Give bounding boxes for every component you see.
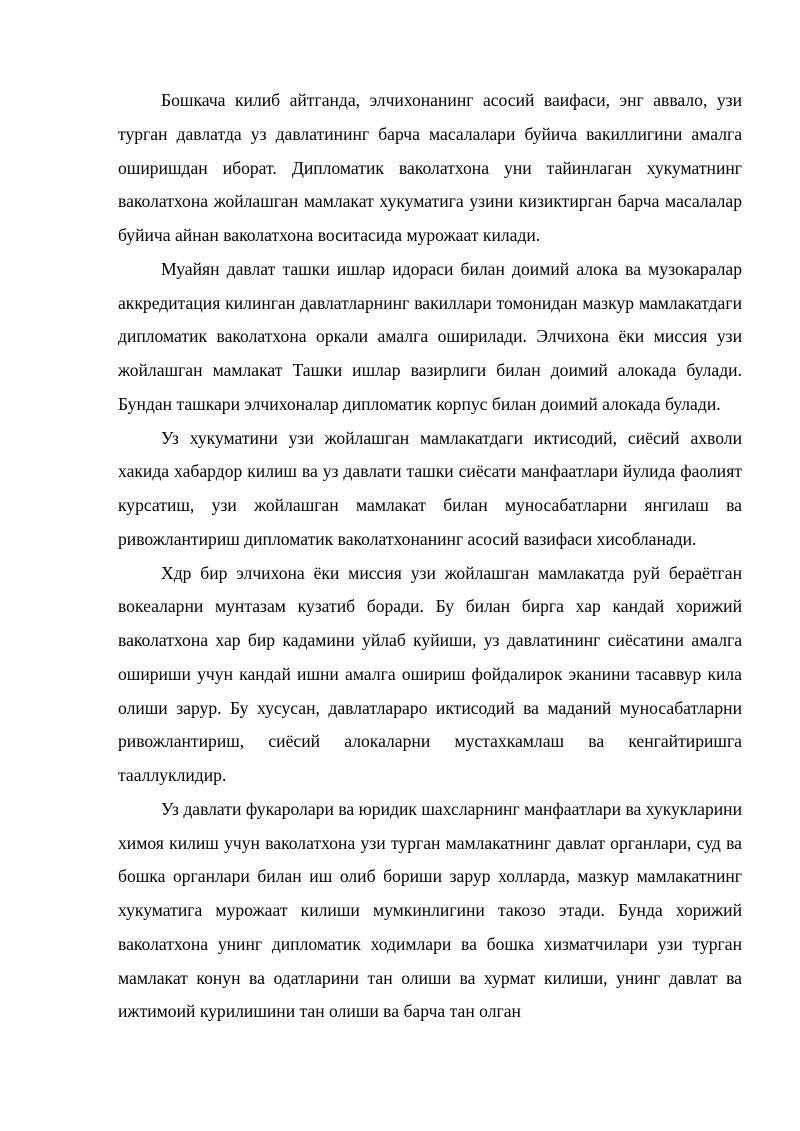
paragraph-3: Уз хукуматини узи жойлашган мамлакатдаги иктисодий, сиёсий ахволи хакида хабардор килиш ва уз давлати ташки сиёсати манфаатлари йулида фаолият курсатиш, узи жойлашган мамлакат билан муносабатларни янгилаш ва ривожлантириш дипломатик ваколатхонанинг асосий вазифаси хисобланади.: [118, 427, 742, 549]
paragraph-5: Уз давлати фукаролари ва юридик шахсларнинг манфаатлари ва хукукларини химоя килиш учун ваколатхона узи турган мамлакатнинг давлат органлари, суд ва бошка органлари билан иш олиб бориши зарур холларда, мазкур мамлакатнинг хукуматига мурожаат килиши мумкинлигини такозо этади. Бунда хорижий ваколатхона унинг дипломатик ходимлари ва бошка хизматчилари узи турган мамлакат конун ва одатларини тан олиши ва хурмат килиши, унинг давлат ва ижтимоий курилишини тан олиши ва барча тан олган: [118, 798, 742, 1022]
paragraph-2: Муайян давлат ташки ишлар идораси билан доимий алока ва музокаралар аккредитация килинган давлатларнинг вакиллари томонидан мазкур мамлакатдаги дипломатик ваколатхона оркали амалга оширилади. Элчихона ёки миссия узи жойлашган мамлакат Ташки ишлар вазирлиги билан доимий алокада булади. Бундан ташкари элчихоналар дипломатик корпус билан доимий алокада булади.: [118, 258, 742, 414]
paragraph-4: Хдр бир элчихона ёки миссия узи жойлашган мамлакатда руй бераётган вокеаларни мунтазам кузатиб боради. Бу билан бирга хар кандай хорижий ваколатхона хар бир кадамини уйлаб куйиши, уз давлатининг сиёсатини амалга ошириши учун кандай ишни амалга ошириш фойдалирок эканини тасаввур кила олиши зарур. Бу хусусан, давлатлараро иктисодий ва маданий муносабатларни ривожлантириш, сиёсий алокаларни мустахкамлаш ва кенгайтиришга тааллуклидир.: [118, 562, 742, 785]
document-body: [118, 84, 742, 1029]
paragraph-1: Бошкача килиб айтганда, элчихонанинг асосий ваифаси, энг аввало, узи турган давлатда уз давлатининг барча масалалари буйича вакиллигини амалга оширишдан иборат. Дипломатик ваколатхона уни тайинлаган хукуматнинг ваколатхона жойлашган мамлакат хукуматига узини кизиктирган барча масалалар буйича айнан ваколатхона воситасида мурожаат килади.: [118, 90, 742, 245]
